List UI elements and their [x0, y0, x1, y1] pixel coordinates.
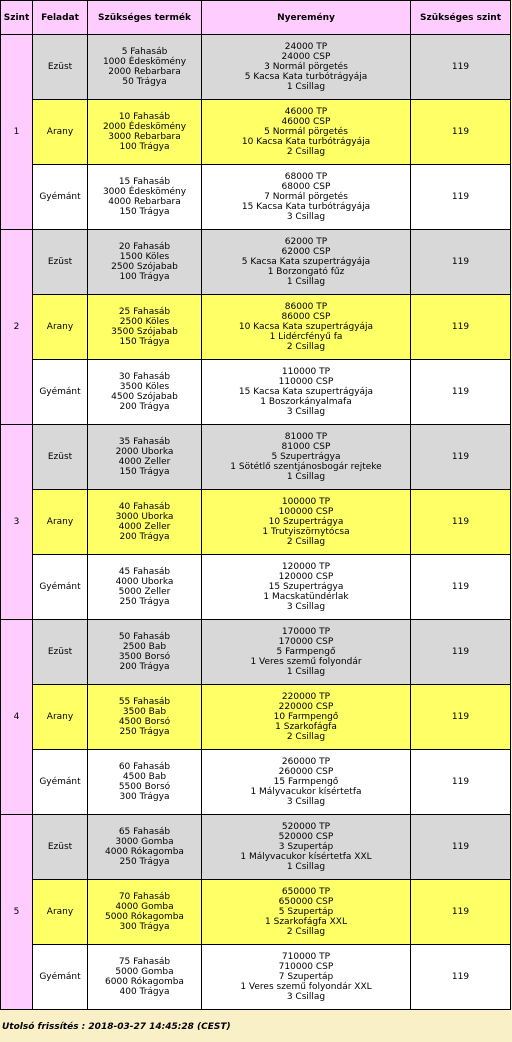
required-item: 75 Fahasáb [118, 957, 171, 967]
reward-item: 260000 TP [281, 757, 331, 767]
required-level-cell: 119 [411, 425, 511, 490]
reward-item: 5 Szupertrágya [271, 452, 341, 462]
table-row [1, 165, 511, 230]
reward-item: 5 Szupertáp [278, 907, 334, 917]
reward-item: 3 Csillag [286, 992, 326, 1002]
required-item: 150 Trágya [119, 337, 170, 347]
reward-item: 5 Farmpengő [276, 647, 336, 657]
reward-item: 120000 TP [281, 562, 331, 572]
reward-item: 1 Boszorkányalmafa [260, 397, 352, 407]
required-level-cell: 119 [411, 490, 511, 555]
required-item: 30 Fahasáb [118, 372, 171, 382]
required-item: 50 Fahasáb [118, 632, 171, 642]
required-level-cell: 119 [411, 100, 511, 165]
required-item: 4000 Zeller [118, 457, 171, 467]
reward-item: 100000 CSP [278, 507, 334, 517]
required-level-cell: 119 [411, 945, 511, 1010]
reward-item: 1 Csillag [286, 277, 326, 287]
header-reward: Nyeremény [202, 1, 411, 35]
reward-item: 3 Csillag [286, 212, 326, 222]
reward-item: 81000 CSP [281, 442, 331, 452]
reward-item: 2 Csillag [286, 147, 326, 157]
header-task: Feladat [33, 1, 88, 35]
required-item: 5 Fahasáb [121, 47, 168, 57]
reward-item: 15 Kacsa Kata szupertrágyája [238, 387, 374, 397]
reward-item: 520000 TP [281, 822, 331, 832]
required-items-cell [88, 555, 202, 620]
reward-item: 81000 TP [284, 432, 328, 442]
task-type-cell: Ezüst [33, 425, 88, 490]
header-required-items: Szükséges termék [88, 1, 202, 35]
task-type-cell: Gyémánt [33, 945, 88, 1010]
table-row [1, 750, 511, 815]
reward-item: 1 Szarkofágfa [275, 722, 337, 732]
required-items-cell [88, 815, 202, 880]
required-item: 200 Trágya [119, 402, 170, 412]
reward-item: 62000 TP [284, 237, 328, 247]
reward-item: 86000 CSP [281, 312, 331, 322]
required-item: 5500 Borsó [118, 782, 171, 792]
required-item: 2000 Rebarbara [108, 67, 181, 77]
reward-item: 86000 TP [284, 302, 328, 312]
reward-item: 5 Kacsa Kata turbótrágyája [244, 72, 368, 82]
reward-item: 100000 TP [281, 497, 331, 507]
reward-item: 10 Kacsa Kata turbótrágyája [241, 137, 371, 147]
required-item: 65 Fahasáb [118, 827, 171, 837]
reward-item: 1 Csillag [286, 82, 326, 92]
task-type-cell: Ezüst [33, 35, 88, 100]
task-type-cell: Arany [33, 490, 88, 555]
reward-cell [202, 165, 411, 230]
required-item: 4500 Szójabab [111, 392, 178, 402]
reward-item: 3 Normál pörgetés [264, 62, 348, 72]
table-row [1, 100, 511, 165]
level-cell: 1 [1, 35, 33, 230]
required-item: 300 Trágya [119, 922, 170, 932]
reward-item: 1 Lidércfényű fa [269, 332, 343, 342]
reward-item: 2 Csillag [286, 537, 326, 547]
required-item: 15 Fahasáb [118, 177, 171, 187]
required-item: 3500 Bab [122, 707, 167, 717]
reward-item: 24000 CSP [281, 52, 331, 62]
required-level-cell: 119 [411, 360, 511, 425]
required-item: 4000 Rókagomba [105, 847, 184, 857]
required-items-cell [88, 295, 202, 360]
reward-item: 15 Szupertrágya [268, 582, 344, 592]
required-item: 35 Fahasáb [118, 437, 171, 447]
reward-cell [202, 880, 411, 945]
task-type-cell: Gyémánt [33, 750, 88, 815]
reward-item: 650000 CSP [278, 897, 334, 907]
reward-item: 220000 CSP [278, 702, 334, 712]
required-items-cell [88, 165, 202, 230]
required-level-cell: 119 [411, 750, 511, 815]
required-item: 70 Fahasáb [118, 892, 171, 902]
reward-cell [202, 620, 411, 685]
required-items-cell [88, 490, 202, 555]
reward-item: 1 Mályvacukor kísértetfa [250, 787, 362, 797]
required-item: 2000 Uborka [115, 447, 174, 457]
reward-cell [202, 425, 411, 490]
reward-cell [202, 555, 411, 620]
required-item: 5000 Gomba [115, 967, 174, 977]
table-row [1, 490, 511, 555]
required-level-cell: 119 [411, 880, 511, 945]
task-type-cell: Arany [33, 685, 88, 750]
reward-cell [202, 815, 411, 880]
reward-item: 5 Kacsa Kata szupertrágyája [241, 257, 371, 267]
required-item: 4500 Bab [122, 772, 167, 782]
required-item: 45 Fahasáb [118, 567, 171, 577]
reward-item: 1 Veres szemű folyondár XXL [240, 982, 372, 992]
required-items-cell [88, 620, 202, 685]
required-items-cell [88, 35, 202, 100]
table-body [1, 35, 511, 1010]
reward-item: 170000 CSP [278, 637, 334, 647]
reward-item: 110000 CSP [278, 377, 334, 387]
task-type-cell: Ezüst [33, 815, 88, 880]
required-level-cell: 119 [411, 165, 511, 230]
reward-cell [202, 945, 411, 1010]
reward-item: 2 Csillag [286, 927, 326, 937]
required-item: 55 Fahasáb [118, 697, 171, 707]
task-type-cell: Gyémánt [33, 555, 88, 620]
required-items-cell [88, 945, 202, 1010]
table-row [1, 945, 511, 1010]
reward-item: 15 Farmpengő [273, 777, 339, 787]
reward-item: 220000 TP [281, 692, 331, 702]
reward-item: 46000 CSP [281, 117, 331, 127]
required-level-cell: 119 [411, 815, 511, 880]
required-item: 250 Trágya [119, 857, 170, 867]
required-item: 50 Trágya [122, 77, 167, 87]
table-row [1, 425, 511, 490]
required-item: 250 Trágya [119, 727, 170, 737]
required-item: 2000 Édeskömény [102, 122, 187, 132]
reward-item: 1 Csillag [286, 472, 326, 482]
reward-item: 2 Csillag [286, 342, 326, 352]
required-item: 3500 Köles [119, 382, 170, 392]
table-row [1, 685, 511, 750]
required-items-cell [88, 750, 202, 815]
required-item: 400 Trágya [119, 987, 170, 997]
required-item: 3000 Édeskömény [102, 187, 187, 197]
reward-item: 1 Mályvacukor kísértetfa XXL [240, 852, 372, 862]
task-type-cell: Arany [33, 100, 88, 165]
reward-item: 10 Farmpengő [273, 712, 339, 722]
level-cell: 4 [1, 620, 33, 815]
task-type-cell: Gyémánt [33, 360, 88, 425]
reward-item: 710000 CSP [278, 962, 334, 972]
required-item: 6000 Rókagomba [105, 977, 184, 987]
required-item: 60 Fahasáb [118, 762, 171, 772]
task-type-cell: Gyémánt [33, 165, 88, 230]
reward-item: 650000 TP [281, 887, 331, 897]
header-row [1, 1, 511, 35]
reward-item: 10 Kacsa Kata szupertrágyája [238, 322, 374, 332]
required-items-cell [88, 360, 202, 425]
required-item: 200 Trágya [119, 662, 170, 672]
required-item: 100 Trágya [119, 142, 170, 152]
task-type-cell: Arany [33, 295, 88, 360]
table-row [1, 620, 511, 685]
required-item: 2500 Szójabab [111, 262, 178, 272]
reward-item: 1 Szarkofágfa XXL [265, 917, 347, 927]
task-type-cell: Arany [33, 880, 88, 945]
required-item: 200 Trágya [119, 532, 170, 542]
reward-cell [202, 685, 411, 750]
level-cell: 2 [1, 230, 33, 425]
reward-cell [202, 750, 411, 815]
required-item: 2500 Bab [122, 642, 167, 652]
table-row [1, 555, 511, 620]
task-type-cell: Ezüst [33, 620, 88, 685]
required-items-cell [88, 100, 202, 165]
reward-item: 1 Csillag [286, 667, 326, 677]
required-item: 150 Trágya [119, 207, 170, 217]
level-cell: 5 [1, 815, 33, 1010]
required-item: 4500 Borsó [118, 717, 171, 727]
reward-item: 3 Szupertáp [278, 842, 334, 852]
required-level-cell: 119 [411, 555, 511, 620]
required-item: 150 Trágya [119, 467, 170, 477]
required-items-cell [88, 685, 202, 750]
required-items-cell [88, 425, 202, 490]
reward-item: 5 Normál pörgetés [264, 127, 348, 137]
reward-item: 3 Csillag [286, 797, 326, 807]
level-cell: 3 [1, 425, 33, 620]
reward-item: 1 Trutyiszörnytócsa [262, 527, 350, 537]
reward-item: 46000 TP [284, 107, 328, 117]
reward-item: 68000 CSP [281, 182, 331, 192]
reward-item: 3 Csillag [286, 602, 326, 612]
reward-item: 10 Szupertrágya [268, 517, 344, 527]
reward-item: 260000 CSP [278, 767, 334, 777]
required-item: 20 Fahasáb [118, 242, 171, 252]
required-item: 2500 Köles [119, 317, 170, 327]
required-items-cell [88, 880, 202, 945]
reward-item: 2 Csillag [286, 732, 326, 742]
required-item: 3000 Gomba [115, 837, 174, 847]
reward-cell [202, 490, 411, 555]
reward-item: 1 Borzongató fűz [267, 267, 345, 277]
reward-item: 7 Szupertáp [278, 972, 334, 982]
reward-item: 520000 CSP [278, 832, 334, 842]
required-item: 4000 Uborka [115, 577, 174, 587]
header-required-level: Szükséges szint [411, 1, 511, 35]
required-level-cell: 119 [411, 230, 511, 295]
required-item: 300 Trágya [119, 792, 170, 802]
required-item: 25 Fahasáb [118, 307, 171, 317]
table-row [1, 815, 511, 880]
table-row [1, 880, 511, 945]
required-item: 250 Trágya [119, 597, 170, 607]
reward-item: 1 Sötétlő szentjánosbogár rejteke [230, 462, 382, 472]
required-items-cell [88, 230, 202, 295]
required-item: 3000 Uborka [115, 512, 174, 522]
reward-item: 68000 TP [284, 172, 328, 182]
table-row [1, 35, 511, 100]
required-item: 10 Fahasáb [118, 112, 171, 122]
reward-item: 3 Csillag [286, 407, 326, 417]
reward-item: 62000 CSP [281, 247, 331, 257]
reward-item: 1 Macskatündérlak [263, 592, 349, 602]
reward-item: 24000 TP [284, 42, 328, 52]
required-item: 3000 Rebarbara [108, 132, 181, 142]
required-item: 4000 Zeller [118, 522, 171, 532]
last-updated: Utolsó frissítés : 2018-03-27 14:45:28 (CEST) [2, 1022, 231, 1032]
reward-cell [202, 35, 411, 100]
required-item: 5000 Rókagomba [105, 912, 184, 922]
required-item: 4000 Gomba [115, 902, 174, 912]
required-level-cell: 119 [411, 35, 511, 100]
required-item: 5000 Zeller [118, 587, 171, 597]
required-level-cell: 119 [411, 620, 511, 685]
reward-cell [202, 360, 411, 425]
required-item: 1000 Édeskömény [102, 57, 187, 67]
reward-item: 1 Csillag [286, 862, 326, 872]
reward-item: 170000 TP [281, 627, 331, 637]
reward-item: 15 Kacsa Kata turbótrágyája [241, 202, 371, 212]
task-type-cell: Ezüst [33, 230, 88, 295]
table-row [1, 230, 511, 295]
table-row [1, 295, 511, 360]
reward-cell [202, 100, 411, 165]
required-item: 40 Fahasáb [118, 502, 171, 512]
required-item: 3500 Borsó [118, 652, 171, 662]
required-level-cell: 119 [411, 685, 511, 750]
reward-item: 1 Veres szemű folyondár [250, 657, 362, 667]
reward-item: 120000 CSP [278, 572, 334, 582]
table-row [1, 360, 511, 425]
required-item: 3500 Szójabab [111, 327, 178, 337]
required-item: 1500 Köles [119, 252, 170, 262]
reward-cell [202, 295, 411, 360]
required-item: 100 Trágya [119, 272, 170, 282]
reward-cell [202, 230, 411, 295]
reward-item: 7 Normál pörgetés [264, 192, 348, 202]
required-item: 4000 Rebarbara [108, 197, 181, 207]
header-level: Szint [1, 1, 33, 35]
required-level-cell: 119 [411, 295, 511, 360]
reward-item: 710000 TP [281, 952, 331, 962]
reward-item: 110000 TP [281, 367, 331, 377]
